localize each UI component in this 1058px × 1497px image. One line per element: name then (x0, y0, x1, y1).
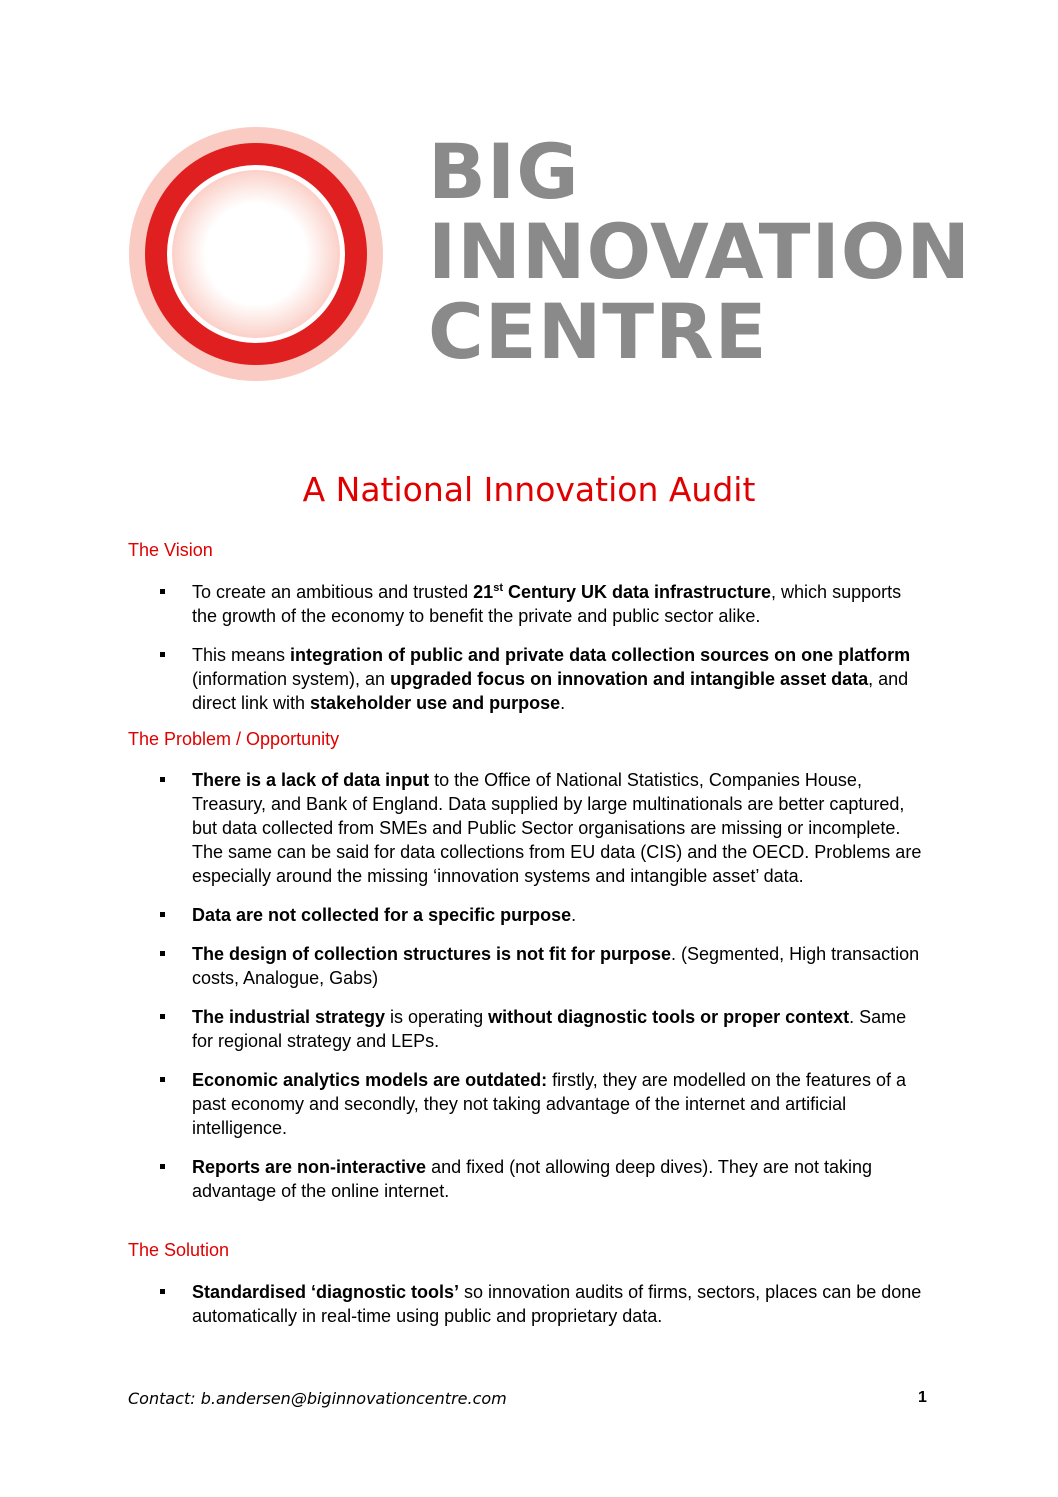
item-text: stakeholder use and purpose (310, 693, 561, 713)
item-text: , and direct link with (192, 669, 909, 713)
item-text: integration of public and private data collection sources on one platform (290, 645, 911, 665)
bullet-icon (160, 1077, 165, 1082)
item-text: without diagnostic tools or proper context (488, 1007, 850, 1027)
section-heading-problem: The Problem / Opportunity (128, 729, 340, 749)
bullet-icon (160, 1164, 165, 1169)
item-text: . (560, 693, 566, 713)
item-text: Data are not collected for a specific purpose (192, 905, 572, 925)
section-heading-solution: The Solution (128, 1240, 230, 1260)
list-item (160, 580, 930, 628)
item-text: To create an ambitious and trusted (192, 582, 474, 602)
item-text: to the Office of National Statistics, Companies House, Treasury, and Bank of England. Data supplied by large multinationals are better captured, but data collected from SMEs and Public Sector organisations are missing or incomplete. The same can be said for data collections from EU data (CIS) and the OECD. Problems are especially around the missing ‘innovation systems and intangible asset’ data. (192, 770, 922, 886)
item-text: . (571, 905, 577, 925)
footer-contact: Contact: b.andersen@biginnovationcentre.com (128, 1389, 507, 1408)
logo-line-big: BIG (428, 127, 580, 216)
item-text: (information system), an (192, 669, 391, 689)
solution-list (160, 1280, 930, 1343)
list-item (160, 1068, 930, 1140)
bullet-icon (160, 652, 165, 657)
problem-list (160, 768, 930, 1218)
big-innovation-centre-logo (128, 126, 971, 382)
bullet-icon (160, 1014, 165, 1019)
item-text: , which supports the growth of the economy to benefit the private and public sector alike. (192, 582, 902, 626)
item-text: . Same for regional strategy and LEPs. (192, 1007, 907, 1051)
section-heading-vision: The Vision (128, 540, 213, 560)
list-item (160, 903, 930, 927)
vision-list (160, 580, 930, 730)
bullet-icon (160, 777, 165, 782)
item-text: This means (192, 645, 291, 665)
item-text: Reports are non-interactive (192, 1157, 427, 1177)
item-text: is operating (385, 1007, 489, 1027)
item-text: The design of collection structures is not fit for purpose (192, 944, 672, 964)
list-item (160, 1155, 930, 1203)
list-item (160, 643, 930, 715)
item-text: Economic analytics models are outdated: (192, 1070, 548, 1090)
page-number: 1 (918, 1389, 927, 1406)
page-title: A National Innovation Audit (302, 470, 756, 509)
item-text: Century UK data infrastructure (502, 582, 772, 602)
item-text: There is a lack of data input (192, 770, 430, 790)
item-text: The industrial strategy (192, 1007, 386, 1027)
ring-icon (128, 126, 384, 382)
logo-line-innovation: INNOVATION (428, 207, 971, 296)
item-text: . (Segmented, High transaction costs, Analogue, Gabs) (192, 944, 920, 988)
list-item (160, 1280, 930, 1328)
list-item (160, 1005, 930, 1053)
item-text: 21 (473, 582, 494, 602)
bullet-icon (160, 1289, 165, 1294)
bullet-icon (160, 589, 165, 594)
item-text: and fixed (not allowing deep dives). They are not taking advantage of the online internet. (192, 1157, 873, 1201)
list-item (160, 942, 930, 990)
bullet-icon (160, 951, 165, 956)
item-text: st (493, 582, 503, 594)
bullet-icon (160, 912, 165, 917)
item-text: so innovation audits of firms, sectors, places can be done automatically in real-time using public and proprietary data. (192, 1282, 922, 1326)
item-text: Standardised ‘diagnostic tools’ (192, 1282, 460, 1302)
list-item (160, 768, 930, 888)
logo-line-centre: CENTRE (428, 287, 768, 376)
item-text: upgraded focus on innovation and intangible asset data (390, 669, 869, 689)
item-text: firstly, they are modelled on the features of a past economy and secondly, they not taking advantage of the internet and artificial intelligence. (192, 1070, 906, 1138)
